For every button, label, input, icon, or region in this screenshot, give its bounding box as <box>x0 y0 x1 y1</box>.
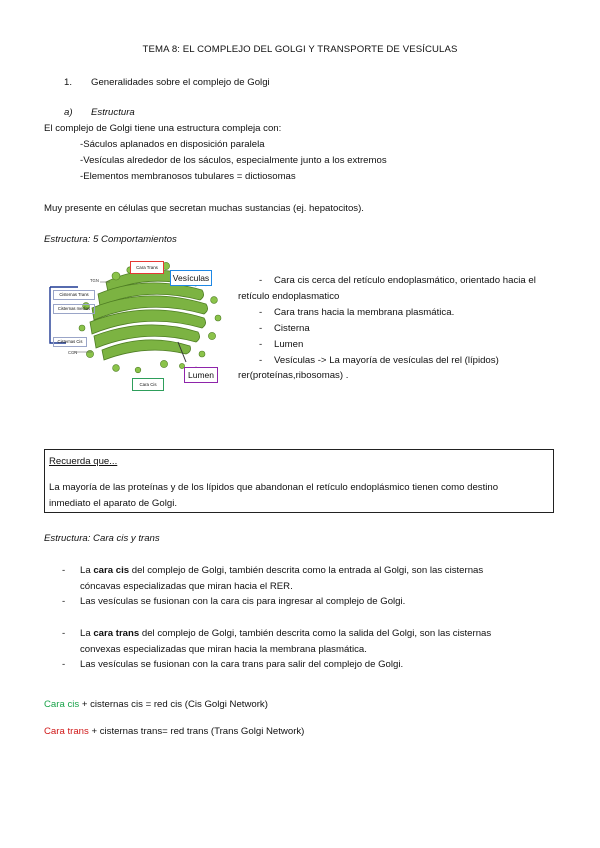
item-bold: cara cis <box>93 565 130 576</box>
list-dash: - <box>259 323 263 334</box>
list-dash: - <box>62 659 66 670</box>
structure-item: -Vesículas alrededor de los sáculos, especialmente junto a los extremos <box>80 155 387 166</box>
section-heading-1 <box>64 77 270 88</box>
list-dash: - <box>62 596 66 607</box>
list-dash: - <box>259 339 263 350</box>
list-item: Cara cis cerca del retículo endoplasmático, orientado hacia el <box>274 275 536 286</box>
list-item: rer(proteínas,ribosomas) . <box>238 370 349 381</box>
section-number: 1. <box>64 77 73 88</box>
list-dash: - <box>259 307 263 318</box>
item-bold: cara trans <box>93 628 140 639</box>
item-text: Las vesículas se fusionan con la cara cis para ingresar al complejo de Golgi. <box>80 596 406 607</box>
cara-cis-label: Cara Cis <box>132 378 164 391</box>
cara-trans-label: Cara Trans <box>130 261 164 274</box>
list-item: Lumen <box>274 339 304 350</box>
tgn-label: TGN <box>90 278 99 283</box>
golgi-figure <box>46 258 226 392</box>
list-item: Cisterna <box>274 323 310 334</box>
structure-item: -Sáculos aplanados en disposición paralela <box>80 139 265 150</box>
recuerda-box <box>44 449 554 513</box>
recuerda-title: Recuerda que... <box>49 456 118 467</box>
item-text: del complejo de Golgi, también descrita como la entrada al Golgi, son las cisternas cóncavas especializadas que miran hacia el RER. <box>80 565 484 592</box>
red-cis-line <box>44 699 268 710</box>
red-cis-colored: Cara cis <box>44 699 80 710</box>
red-cis-rest: + cisternas cis = red cis (Cis Golgi Network) <box>79 699 268 710</box>
list-item: Cara trans hacia la membrana plasmática. <box>274 307 455 318</box>
list-dash: - <box>62 565 66 576</box>
list-dash: - <box>62 628 66 639</box>
item-text: La <box>80 565 94 576</box>
structure-item: -Elementos membranosos tubulares = dictiosomas <box>80 171 296 182</box>
cisternas-trans-label: Cisternas Trans <box>53 290 95 300</box>
subsection-label: Estructura <box>91 107 135 118</box>
lumen-label: Lumen <box>184 367 218 383</box>
presence-text: Muy presente en células que secretan muchas sustancias (ej. hepatocitos). <box>44 203 364 214</box>
subsection-heading-a <box>64 107 135 118</box>
recuerda-text: La mayoría de las proteínas y de los lípidos que abandonan el retículo endoplásmico tienen como destino inmediato el aparato de Golgi. <box>49 482 499 509</box>
caras-heading: Estructura: Cara cis y trans <box>44 533 160 544</box>
list-item: retículo endoplasmatico <box>238 291 340 302</box>
intro-text: El complejo de Golgi tiene una estructura compleja con: <box>44 123 282 134</box>
item-text: La <box>80 628 94 639</box>
cgn-label: CGN <box>68 350 78 355</box>
vesiculas-label: Vesículas <box>170 270 212 286</box>
item-text: Las vesículas se fusionan con la cara trans para salir del complejo de Golgi. <box>80 659 404 670</box>
list-dash: - <box>259 275 263 286</box>
section-label: Generalidades sobre el complejo de Golgi <box>91 77 270 88</box>
page-title: TEMA 8: EL COMPLEJO DEL GOLGI Y TRANSPORTE DE VESÍCULAS <box>142 44 458 55</box>
cisternas-medias-label: Cisternas medias <box>53 304 95 314</box>
cisternas-cis-label: Cisternas Cis <box>53 337 87 347</box>
subsection-number: a) <box>64 107 73 118</box>
red-trans-line <box>44 726 304 737</box>
list-dash: - <box>259 355 263 366</box>
list-item: Vesículas -> La mayoría de vesículas del rel (lípidos) <box>274 355 499 366</box>
comportamientos-heading: Estructura: 5 Comportamientos <box>44 234 177 245</box>
item-text: del complejo de Golgi, también descrita como la salida del Golgi, son las cisternas convexas especializadas que miran hacia la membrana plasmática. <box>80 628 492 655</box>
red-trans-rest: + cisternas trans= red trans (Trans Golgi Network) <box>88 726 305 737</box>
red-trans-colored: Cara trans <box>44 726 89 737</box>
